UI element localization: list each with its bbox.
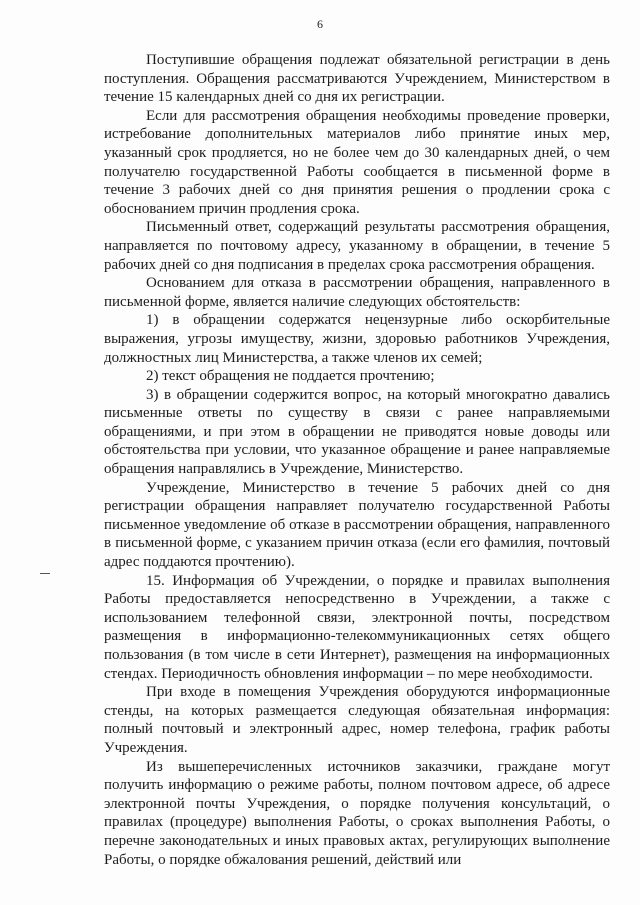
list-item-2: 2) текст обращения не поддается прочтению; <box>146 368 435 385</box>
paragraph-extension: Если для рассмотрения обращения необходимы проведение проверки, истребование дополнительных материалов либо принятие иных мер, указанный срок продляется, но не более чем до 30 календарных дней, о чем получателю государственной Работы сообщается в письменной форме в течение 3 рабочих дней со дня принятия решения о продлении срока с обоснованием причин продления срока. <box>104 107 610 217</box>
paragraph-refusal-grounds: Основанием для отказа в рассмотрении обращения, направленного в письменной форме, является наличие следующих обстоятельств: <box>104 275 610 310</box>
margin-mark <box>40 573 50 574</box>
document-body <box>104 51 610 869</box>
page-number: 6 <box>317 17 323 31</box>
paragraph-info-stands: При входе в помещения Учреждения оборудуются информационные стенды, на которых размещается следующая обязательная информация: полный почтовый и электронный адрес, номер телефона, график работы Учреждения. <box>104 684 610 756</box>
paragraph-section-15: 15. Информация об Учреждении, о порядке и правилах выполнения Работы предоставляется непосредственно в Учреждении, а также с использованием телефонной связи, электронной почты, посредством размещения в информационно-телекоммуникационных сетях общего пользования (в том числе в сети Интернет), размещения на информационных стендах. Периодичность обновления информации – по мере необходимости. <box>104 572 610 682</box>
paragraph-registration: Поступившие обращения подлежат обязательной регистрации в день поступления. Обращения рассматриваются Учреждением, Министерством в течение 15 календарных дней со дня их регистрации. <box>104 52 610 106</box>
paragraph-refusal-notice: Учреждение, Министерство в течение 5 рабочих дней со дня регистрации обращения направляет получателю государственной Работы письменное уведомление об отказе в рассмотрении обращения, направленного в письменной форме, с указанием причин отказа (если его фамилия, почтовый адрес поддаются прочтению). <box>104 479 610 571</box>
list-item-1: 1) в обращении содержатся нецензурные либо оскорбительные выражения, угрозы имуществу, жизни, здоровью работников Учреждения, должностных лиц Министерства, а также членов их семей; <box>104 312 610 366</box>
paragraph-info-sources: Из вышеперечисленных источников заказчики, граждане могут получить информацию о режиме работы, полном почтовом адресе, об адресе электронной почты Учреждения, о порядке получения консультаций, о правилах (процедуре) выполнения Работы, о сроках выполнения Работы, о перечне законодательных и иных правовых актах, регулирующих выполнение Работы, о порядке обжалования решений, действий или <box>104 758 610 868</box>
paragraph-written-reply: Письменный ответ, содержащий результаты рассмотрения обращения, направляется по почтовому адресу, указанному в обращении, в течение 5 рабочих дней со дня подписания в пределах срока рассмотрения обращения. <box>104 219 610 273</box>
list-item-3: 3) в обращении содержится вопрос, на который многократно давались письменные ответы по существу в связи с ранее направляемыми обращениями, и при этом в обращении не приводятся новые доводы или обстоятельства при условии, что указанное обращение и ранее направляемые обращения направлялись в Учреждение, Министерство. <box>104 386 610 478</box>
